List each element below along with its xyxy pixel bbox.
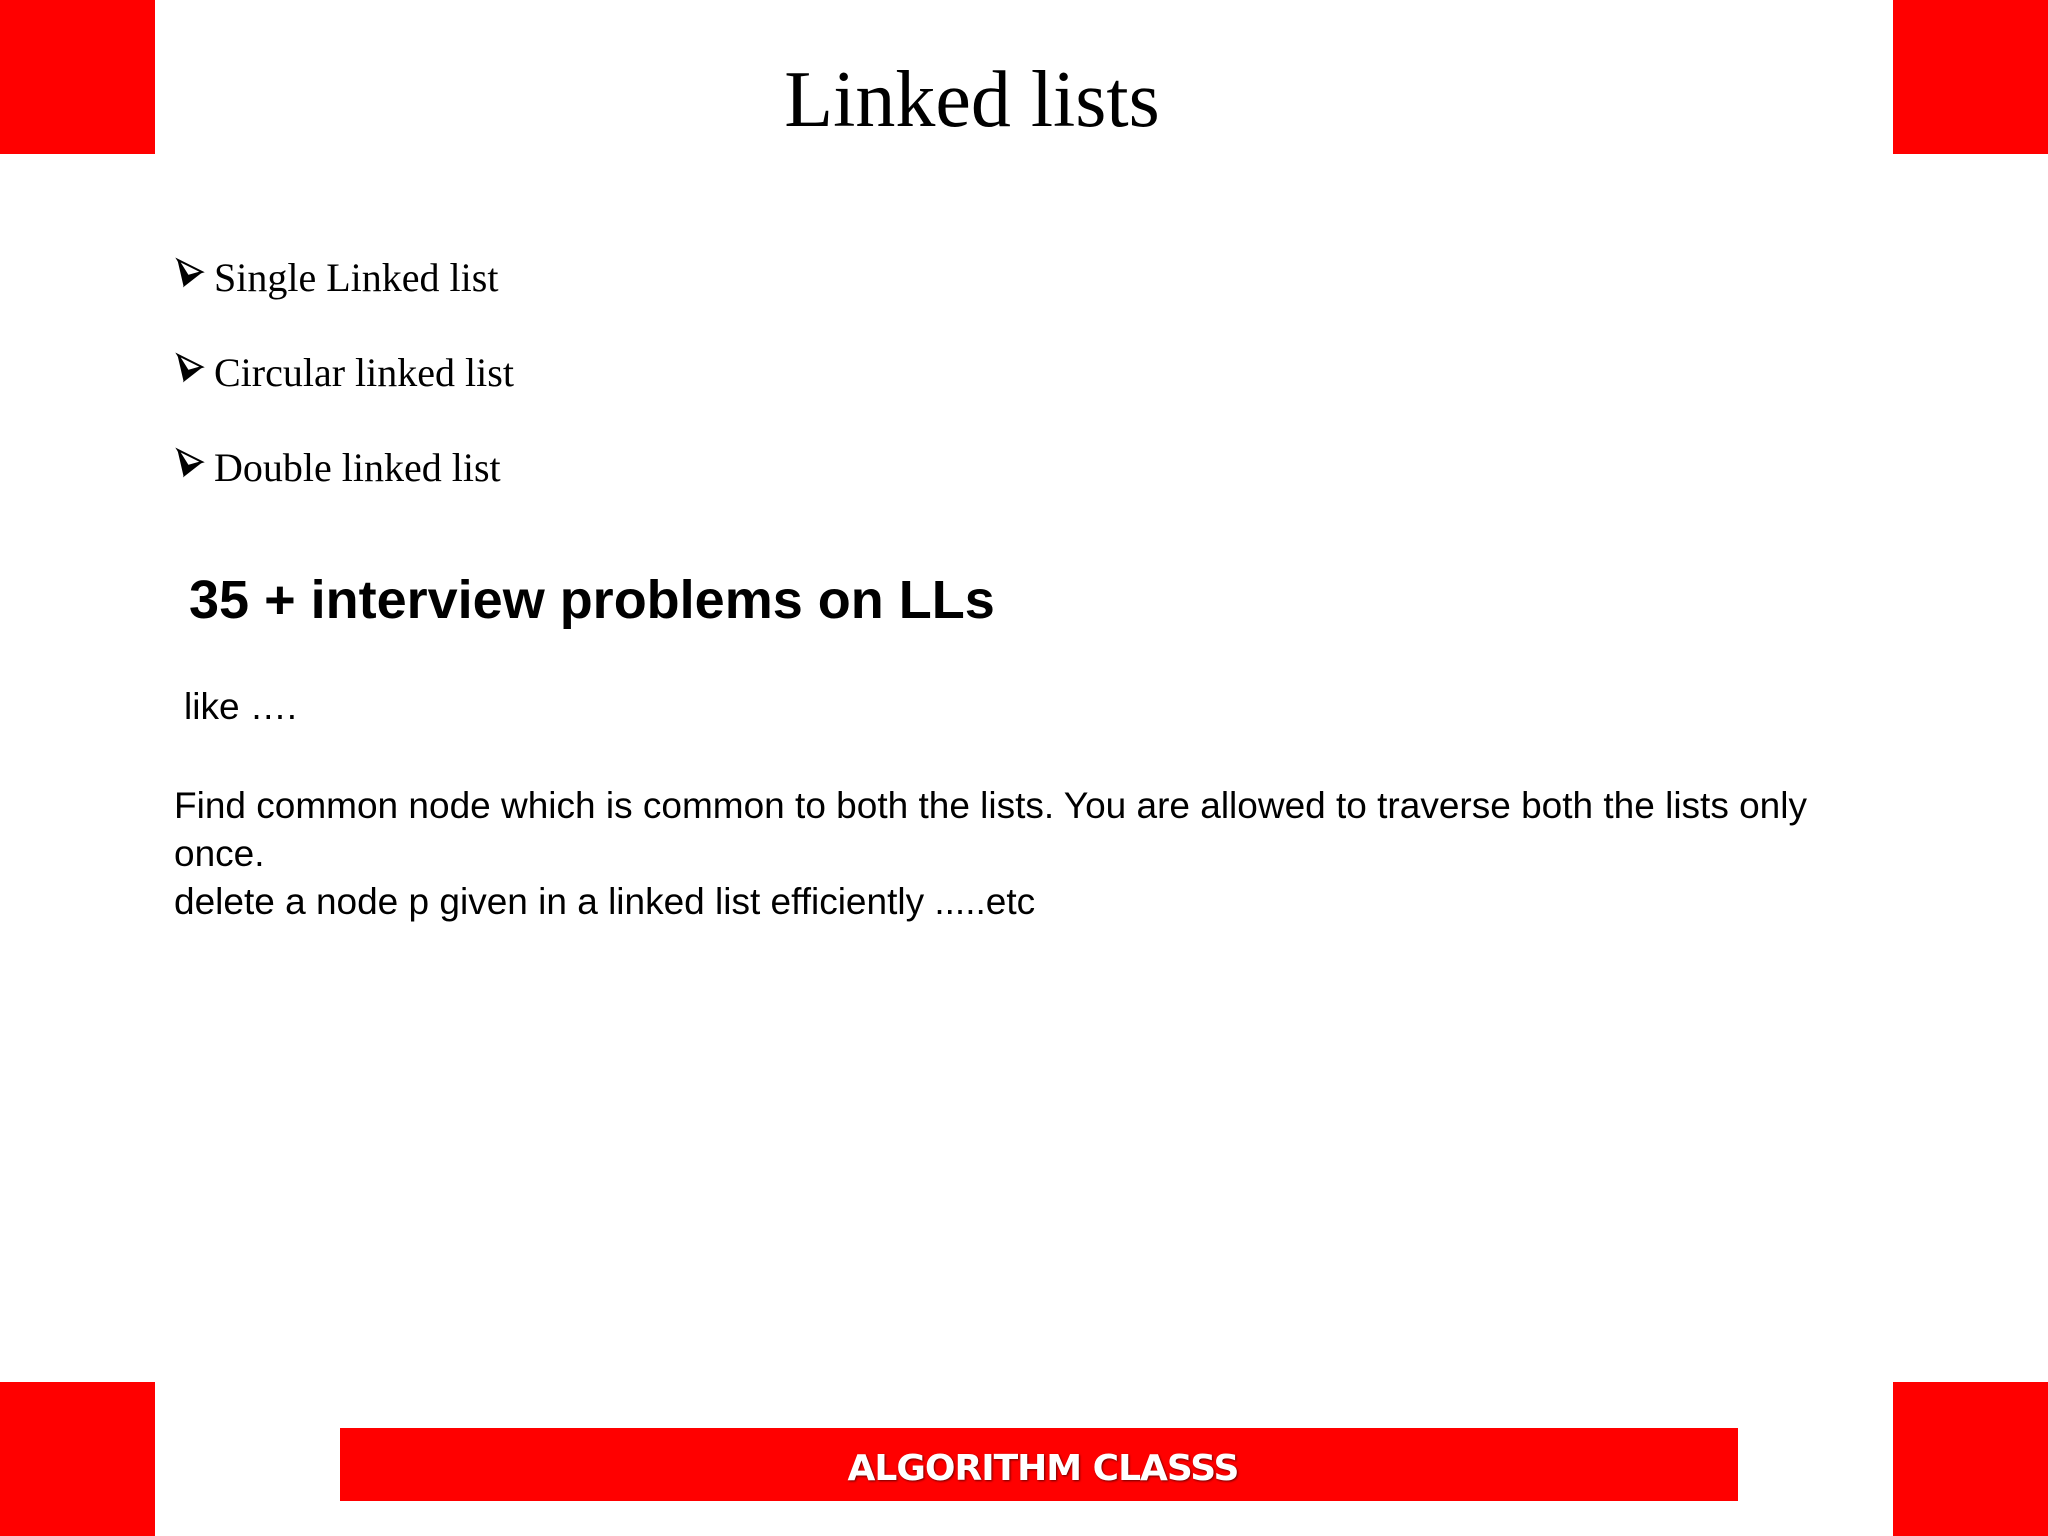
bullet-item-double-linked-list bbox=[174, 420, 514, 515]
corner-decoration-bottom-left bbox=[0, 1382, 155, 1536]
arrowhead-bullet-icon bbox=[174, 444, 214, 484]
footer-label: ALGORITHM CLASSS bbox=[847, 1448, 1239, 1489]
problem-example-line: delete a node p given in a linked list efficiently .....etc bbox=[174, 881, 1036, 922]
subheading: 35 + interview problems on LLs bbox=[189, 570, 995, 630]
arrowhead-bullet-icon bbox=[174, 254, 214, 294]
intro-text: like …. bbox=[184, 686, 298, 727]
footer-banner bbox=[340, 1428, 1738, 1501]
bullet-label: Double linked list bbox=[214, 444, 501, 490]
bullet-label: Circular linked list bbox=[214, 349, 514, 395]
bullet-label: Single Linked list bbox=[214, 254, 499, 300]
corner-decoration-bottom-right bbox=[1893, 1382, 2048, 1536]
arrowhead-bullet-icon bbox=[174, 349, 214, 389]
problem-example-line: Find common node which is common to both the lists. You are allowed to traverse both the lists only once. bbox=[174, 785, 1807, 874]
bullet-list bbox=[174, 230, 514, 515]
problem-examples bbox=[174, 782, 1814, 926]
bullet-item-single-linked-list bbox=[174, 230, 514, 325]
slide-title: Linked lists bbox=[784, 56, 1160, 144]
bullet-item-circular-linked-list bbox=[174, 325, 514, 420]
